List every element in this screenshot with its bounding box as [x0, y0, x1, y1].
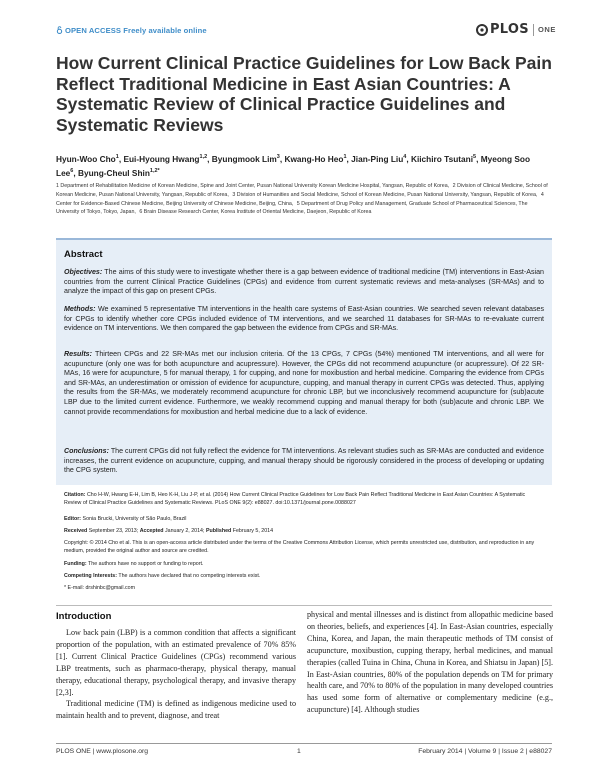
author: [212, 154, 280, 164]
published-date: February 5, 2014: [231, 528, 274, 534]
contact-email[interactable]: * E-mail: drshinbc@gmail.com: [64, 585, 136, 591]
author-name: Kiichiro Tsutani: [410, 153, 474, 164]
affiliation: 4 Center for Evidence-Based Chinese Medicine, Beijing University of Chinese Medicine, Beijing, China,: [56, 191, 544, 207]
received-date: September 23, 2013;: [87, 528, 140, 534]
author-name: Myeong Soo Lee: [56, 153, 531, 179]
author: [78, 168, 160, 178]
author-affiliation-mark: 1,2*: [149, 168, 160, 175]
open-access-icon: [56, 26, 63, 34]
conclusions-label: Conclusions:: [64, 447, 109, 455]
methods-label: Methods:: [64, 305, 96, 313]
author-affiliation-mark: 3: [276, 154, 280, 160]
author-list: Hyun-Woo Cho$^1$, Eui-Hyoung Hwang$^{1,2}$, Byungmook Lim$^3$, Kwang-Ho Heo$^1$, Jian-Ping Liu$^4$, Kiichiro Tsutani$^5$, Myeong Soo Lee$^6$, Byung-Cheul Shin$^{1,2*}$: [56, 153, 531, 179]
author-affiliation-mark: 1: [343, 154, 347, 160]
author: [284, 154, 346, 164]
author: [123, 154, 207, 164]
open-access-text: OPEN ACCESS Freely available online: [65, 26, 207, 35]
intro-paragraph-2: Traditional medicine (TM) is defined as indigenous medicine used to maintain health and to prevent, diagnose, and treat: [56, 699, 296, 721]
author-name: Byungmook Lim: [211, 153, 277, 164]
results-text: Thirteen CPGs and 22 SR-MAs met our inclusion criteria. Of the 13 CPGs, 7 CPGs (54%) mentioned TM interventions, and all were for acupuncture (only one was for both acupuncture and acupressure). However, the CPGs did not recommend acupuncture (or acupressure). Of 22 SR-MAs, 16 were for acupuncture, 5 for manual therapy, 1 for cupping, and none for moxibustion and herbal medicine. Comparing the evidence from CPGs and SR-MAs, an underestimation or omission of evidence for acupuncture, cupping, and manual therapy in current CPGs was detected. Thus, applying the results from the SR-MAs, we moderately recommend acupuncture for chronic LBP, but we inconclusively recommend acupuncture for (sub)acute LBP due to the limited current evidence. Furthermore, we weakly recommend cupping and manual therapy for both (sub)acute and chronic LBP. We cannot provide recommendations for moxibustion and herbal medicine due to a lack of evidence.: [64, 350, 544, 416]
funding-text: The authors have no support or funding to report.: [86, 561, 204, 567]
received-label: Received: [64, 528, 88, 534]
abstract-conclusions: [64, 447, 544, 476]
objectives-text: The aims of this study were to investigate whether there is a gap between evidence of traditional medicine (TM) interventions in East-Asian countries from the current Clinical Practice Guidelines (CPGs) and evidence from current systematic reviews and meta-analyses (SR-MAs) and to analyze the impact of this gap on present CPGs.: [64, 268, 544, 296]
intro-right-column: physical and mental illnesses and is distinct from allopathic medicine based on theories, beliefs, and experiences [4]. In East-Asian countries, especially China, Korea, and Japan, the main therapeutic methods of TM consist of acupuncture, moxibustion, cupping therapy, herbal medicines, and manual therapies (called Tuina in China, Chuna in Korea, and Shiatsu in Japan) [5]. In East-Asian countries, 80% of the population depends on TM for primary health care, and 70% to 80% of the population in many developed countries has used some form of alternative or complementary medicine (e.g., acupuncture) [4]. Although studies: [307, 610, 553, 715]
author: [56, 154, 119, 164]
accepted-label: Accepted: [139, 528, 164, 534]
top-bar: [56, 22, 556, 46]
competing-interests: [64, 572, 544, 580]
author-name: Byung-Cheul Shin: [77, 168, 150, 179]
journal-logo-text: PLOS: [489, 22, 529, 37]
author-affiliation-mark: 6: [70, 168, 74, 175]
intro-left-column: [56, 627, 296, 722]
affiliation: 3 Division of Humanities and Social Medicine, School of Korean Medicine, Pusan National University, Yangsan, Republic of Korea,: [232, 191, 538, 198]
affiliation: 1 Department of Rehabilitation Medicine of Korean Medicine, Spine and Joint Center, Pusan National University Korean Medicine Hospital, Yangsan, Republic of Korea,: [56, 183, 450, 189]
section-divider: [56, 605, 552, 606]
logo-divider: [533, 24, 534, 36]
abstract-methods: [64, 305, 544, 334]
author-affiliation-mark: 1,2: [199, 154, 208, 160]
author-name: Jian-Ping Liu: [351, 153, 404, 164]
author: [351, 154, 406, 164]
abstract-objectives: [64, 268, 544, 297]
editor: [64, 515, 544, 523]
author-affiliation-mark: 1: [115, 154, 119, 160]
abstract-results: [64, 350, 544, 417]
competing-text: The authors have declared that no competing interests exist.: [116, 573, 261, 579]
funding-label: Funding:: [64, 561, 87, 567]
plos-logo-icon: [476, 24, 488, 36]
accepted-date: January 2, 2014;: [163, 528, 206, 534]
journal-logo[interactable]: [476, 22, 556, 37]
copyright: Copyright: © 2014 Cho et al. This is an open-access article distributed under the terms of the Creative Commons Attribution License, which permits unrestricted use, distribution, and reproduction in any medium, provided the original author and source are credited.: [64, 540, 535, 555]
author-name: Kwang-Ho Heo: [284, 153, 344, 164]
article-title: How Current Clinical Practice Guidelines for Low Back Pain Reflect Traditional Medicine in East Asian Countries: A Systematic Review of Clinical Practice Guidelines and Systematic Reviews: [56, 53, 552, 135]
author-name: Hyun-Woo Cho: [56, 153, 116, 164]
footer-journal[interactable]: PLOS ONE | www.plosone.org: [56, 748, 149, 755]
affiliations: [56, 182, 551, 217]
citation-label: Citation:: [64, 492, 86, 498]
funding: [64, 560, 544, 568]
competing-label: Competing Interests:: [64, 573, 117, 579]
affiliation: 6 Brain Disease Research Center, Korea Institute of Oriental Medicine, Daejeon, Republic of Korea: [139, 209, 372, 216]
author: [411, 154, 476, 164]
journal-logo-sub: ONE: [537, 25, 556, 34]
footer-issue: February 2014 | Volume 9 | Issue 2 | e88027: [418, 748, 552, 755]
published-label: Published: [205, 528, 232, 534]
conclusions-text: The current CPGs did not fully reflect the evidence for TM interventions. As relevant studies such as SR-MAs are conducted and evidence increases, the current evidence on acupuncture, cupping, and manual therapy should be rigorously considered in the process of developing or updating the CPG system.: [64, 447, 544, 475]
citation: [64, 491, 544, 507]
methods-text: We examined 5 representative TM interventions in the health care systems of East-Asian countries. We searched seven relevant databases for CPGs to identify whether core CPGs included evidence of TM interventions, and we searched 11 databases for SR-MAs to re-evaluate current evidence on TM interventions. We then compared the gap between the evidence from CPGs and SR-MAs.: [64, 305, 544, 333]
open-access-badge: [56, 26, 207, 35]
citation-text: Cho H-W, Hwang E-H, Lim B, Heo K-H, Liu J-P, et al. (2014) How Current Clinical Practice Guidelines for Low Back Pain Reflect Traditional Medicine in East Asian Countries: A Systematic Review of Clinical Practice Guidelines and Systematic Reviews. PLoS ONE 9(2): e88027. doi:10.1371/journal.pone.0088027: [64, 492, 526, 507]
intro-paragraph-1: Low back pain (LBP) is a common condition that affects a significant proportion of the population, with an estimated prevalence of 70% 85% [1]. Current Clinical Practice Guidelines (CPGs) recommend various LBP treatments, such as pharmaco-therapy, physical therapy, manual therapy, educational therapy, psychological therapy, and invasive therapy [2,3].: [56, 628, 296, 697]
footer-rule: [56, 743, 552, 744]
author-name: Eui-Hyoung Hwang: [123, 153, 200, 164]
abstract-box: [56, 238, 552, 485]
dates: [64, 527, 544, 535]
author-affiliation-mark: 4: [403, 154, 407, 160]
author-affiliation-mark: 5: [473, 154, 477, 160]
affiliation: 2 Division of Clinical Medicine, School of Korean Medicine, Pusan National University, Yangsan, Republic of Korea,: [56, 183, 548, 198]
results-label: Results:: [64, 350, 92, 358]
introduction-heading: Introduction: [56, 611, 112, 622]
editor-text: Sonia Brucki, University of São Paulo, Brazil: [81, 516, 187, 522]
footer-page-number: 1: [297, 748, 301, 755]
editor-label: Editor:: [64, 516, 82, 522]
abstract-heading: Abstract: [64, 249, 103, 260]
affiliation: 5 Department of Drug Policy and Management, Graduate School of Pharmaceutical Sciences, The University of Tokyo, Tokyo, Japan,: [56, 200, 528, 216]
objectives-label: Objectives:: [64, 268, 103, 276]
